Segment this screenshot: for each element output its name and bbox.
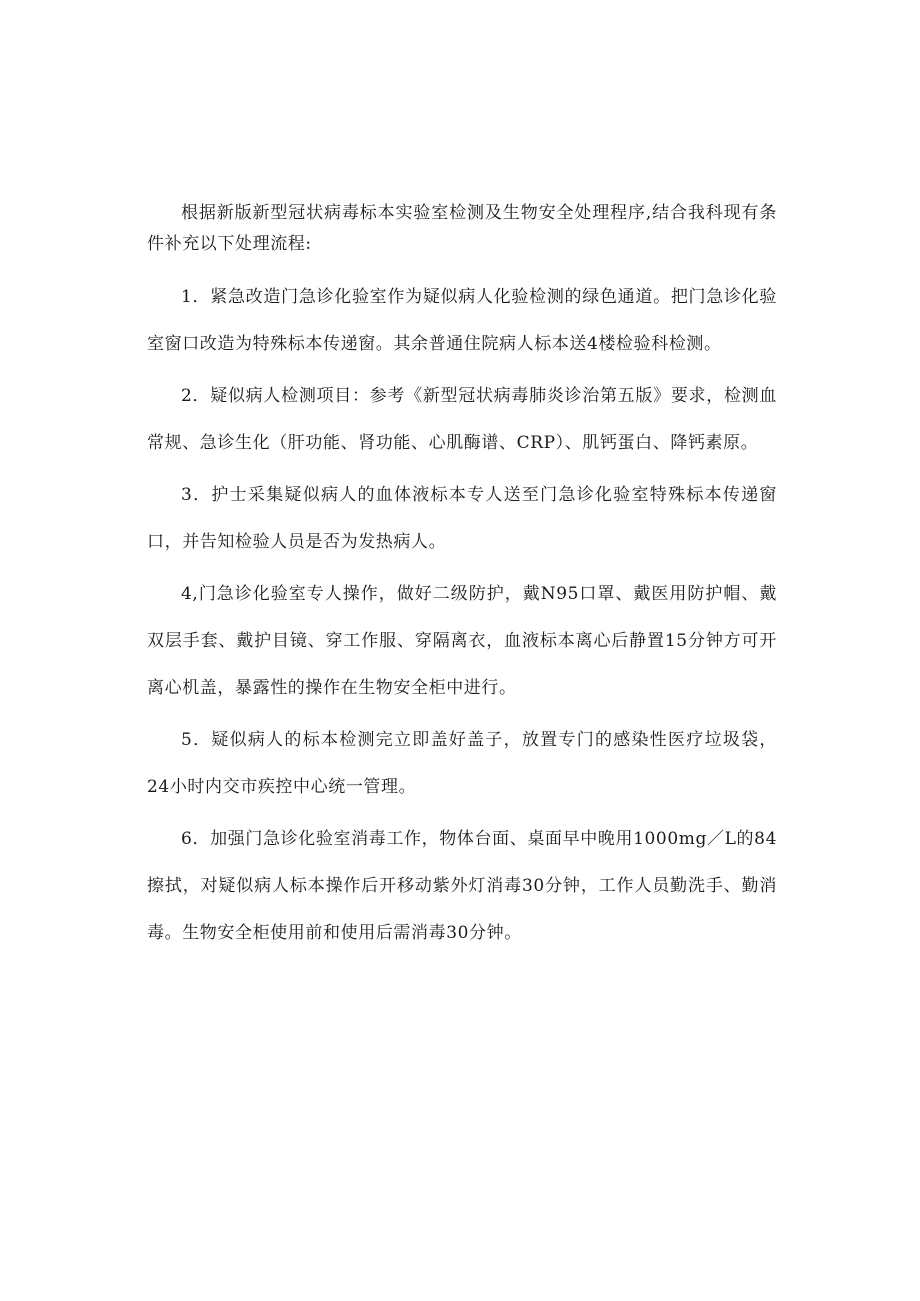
- procedure-item-2: 2．疑似病人检测项目：参考《新型冠状病毒肺炎诊治第五版》要求，检测血常规、急诊生化（肝功能、肾功能、心肌酶谱、CRP）、肌钙蛋白、降钙素原。: [147, 386, 777, 453]
- procedure-item-6: 6．加强门急诊化验室消毒工作，物体台面、桌面早中晚用1000mg／L的84擦拭，对疑似病人标本操作后开移动紫外灯消毒30分钟，工作人员勤洗手、勤消毒。生物安全柜使用前和使用后需消毒30分钟。: [147, 829, 777, 943]
- intro-paragraph: 根据新版新型冠状病毒标本实验室检测及生物安全处理程序,结合我科现有条件补充以下处理流程:: [147, 203, 777, 254]
- procedure-item-5: 5．疑似病人的标本检测完立即盖好盖子，放置专门的感染性医疗垃圾袋，24小时内交市疾控中心统一管理。: [147, 730, 777, 797]
- procedure-item-3: 3．护士采集疑似病人的血体液标本专人送至门急诊化验室特殊标本传递窗口，并告知检验人员是否为发热病人。: [147, 485, 777, 552]
- document-body: [147, 198, 777, 962]
- procedure-item-1: 1．紧急改造门急诊化验室作为疑似病人化验检测的绿色通道。把门急诊化验室窗口改造为特殊标本传递窗。其余普通住院病人标本送4楼检验科检测。: [147, 287, 777, 354]
- procedure-item-4: 4,门急诊化验室专人操作，做好二级防护，戴N95口罩、戴医用防护帽、戴双层手套、戴护目镜、穿工作服、穿隔离衣，血液标本离心后静置15分钟方可开离心机盖，暴露性的操作在生物安全柜中进行。: [147, 584, 777, 698]
